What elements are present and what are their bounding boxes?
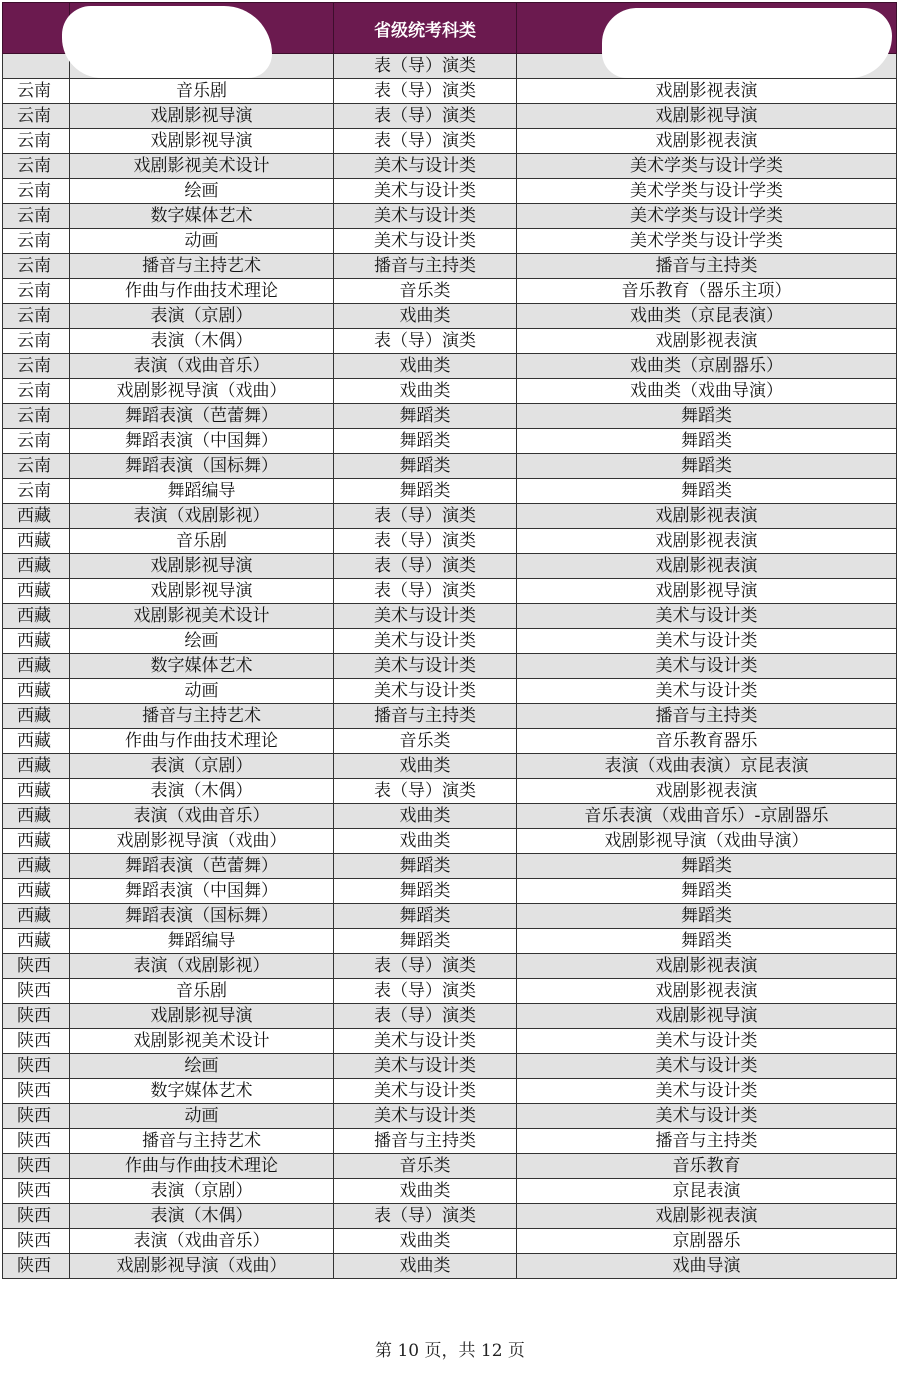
cell-exam-category: 美术与设计类 [334, 1079, 517, 1104]
cell-major: 动画 [70, 229, 334, 254]
cell-exam-category: 美术与设计类 [334, 654, 517, 679]
cell-province-category: 表演（戏曲表演）京昆表演 [517, 754, 897, 779]
cell-province: 云南 [3, 204, 70, 229]
cell-province: 云南 [3, 229, 70, 254]
cell-major: 表演（戏曲音乐） [70, 1229, 334, 1254]
table-row [3, 1254, 897, 1279]
table-row [3, 229, 897, 254]
table-row [3, 579, 897, 604]
cell-province-category: 音乐表演（戏曲音乐）-京剧器乐 [517, 804, 897, 829]
cell-province-category: 京昆表演 [517, 1179, 897, 1204]
cell-major: 舞蹈表演（芭蕾舞） [70, 854, 334, 879]
cell-exam-category: 舞蹈类 [334, 429, 517, 454]
cell-province: 西藏 [3, 604, 70, 629]
cell-major: 舞蹈表演（芭蕾舞） [70, 404, 334, 429]
cell-major: 戏剧影视导演 [70, 129, 334, 154]
cell-major: 戏剧影视美术设计 [70, 154, 334, 179]
cell-province-category: 舞蹈类 [517, 454, 897, 479]
cell-major: 动画 [70, 1104, 334, 1129]
cell-province: 西藏 [3, 679, 70, 704]
cell-exam-category: 舞蹈类 [334, 454, 517, 479]
cell-exam-category: 美术与设计类 [334, 154, 517, 179]
cell-province-category: 戏曲类（京昆表演） [517, 304, 897, 329]
header-smudge-left [62, 6, 272, 78]
cell-major: 表演（京剧） [70, 1179, 334, 1204]
cell-exam-category: 表（导）演类 [334, 104, 517, 129]
cell-province-category: 舞蹈类 [517, 904, 897, 929]
cell-exam-category: 表（导）演类 [334, 1204, 517, 1229]
major-mapping-table [2, 2, 897, 1279]
cell-exam-category: 表（导）演类 [334, 779, 517, 804]
table-row [3, 254, 897, 279]
cell-major: 数字媒体艺术 [70, 1079, 334, 1104]
cell-province-category: 京剧器乐 [517, 1229, 897, 1254]
table-row [3, 704, 897, 729]
cell-province-category: 舞蹈类 [517, 479, 897, 504]
cell-province-category: 美术与设计类 [517, 1054, 897, 1079]
page-footer: 第 10 页，共 12 页 [375, 1341, 525, 1361]
cell-major: 音乐剧 [70, 529, 334, 554]
cell-province: 西藏 [3, 754, 70, 779]
cell-exam-category: 美术与设计类 [334, 1054, 517, 1079]
cell-exam-category: 戏曲类 [334, 354, 517, 379]
table-row [3, 279, 897, 304]
cell-province-category: 播音与主持类 [517, 254, 897, 279]
cell-province-category: 舞蹈类 [517, 929, 897, 954]
cell-province: 陕西 [3, 1029, 70, 1054]
cell-exam-category: 音乐类 [334, 729, 517, 754]
cell-exam-category: 表（导）演类 [334, 329, 517, 354]
cell-exam-category: 表（导）演类 [334, 954, 517, 979]
table-row [3, 429, 897, 454]
cell-major: 舞蹈表演（国标舞） [70, 904, 334, 929]
table-row [3, 104, 897, 129]
cell-exam-category: 戏曲类 [334, 829, 517, 854]
cell-major: 播音与主持艺术 [70, 1129, 334, 1154]
table-row [3, 954, 897, 979]
cell-exam-category: 表（导）演类 [334, 1004, 517, 1029]
cell-province: 西藏 [3, 854, 70, 879]
table-row [3, 754, 897, 779]
cell-province-category: 戏剧影视表演 [517, 779, 897, 804]
cell-exam-category: 舞蹈类 [334, 904, 517, 929]
cell-major: 表演（戏曲音乐） [70, 804, 334, 829]
cell-province: 西藏 [3, 729, 70, 754]
cell-province: 陕西 [3, 1179, 70, 1204]
cell-province-category: 戏剧影视表演 [517, 1204, 897, 1229]
cell-province-category: 播音与主持类 [517, 1129, 897, 1154]
table-row [3, 929, 897, 954]
cell-province: 西藏 [3, 529, 70, 554]
table-row [3, 204, 897, 229]
cell-province-category: 戏剧影视导演 [517, 104, 897, 129]
cell-exam-category: 表（导）演类 [334, 979, 517, 1004]
cell-major: 表演（戏曲音乐） [70, 354, 334, 379]
cell-province-category: 戏剧影视导演（戏曲导演） [517, 829, 897, 854]
cell-province-category: 音乐教育器乐 [517, 729, 897, 754]
cell-exam-category: 美术与设计类 [334, 204, 517, 229]
cell-province-category: 美术与设计类 [517, 629, 897, 654]
document-table-region [2, 2, 896, 1279]
cell-major: 音乐剧 [70, 79, 334, 104]
cell-major: 戏剧影视导演 [70, 554, 334, 579]
cell-major: 表演（木偶） [70, 329, 334, 354]
cell-province: 陕西 [3, 1129, 70, 1154]
cell-province-category: 音乐教育 [517, 1154, 897, 1179]
cell-province: 西藏 [3, 654, 70, 679]
cell-exam-category: 美术与设计类 [334, 629, 517, 654]
cell-province-category: 舞蹈类 [517, 404, 897, 429]
cell-province-category: 戏剧影视导演 [517, 579, 897, 604]
cell-exam-category: 音乐类 [334, 279, 517, 304]
cell-province: 陕西 [3, 1104, 70, 1129]
cell-province: 西藏 [3, 879, 70, 904]
cell-province: 西藏 [3, 929, 70, 954]
cell-major: 绘画 [70, 629, 334, 654]
table-row [3, 529, 897, 554]
cell-province-category: 戏剧影视表演 [517, 979, 897, 1004]
cell-exam-category: 舞蹈类 [334, 854, 517, 879]
header-province [3, 3, 70, 54]
cell-province-category: 美术学类与设计学类 [517, 229, 897, 254]
cell-province: 云南 [3, 429, 70, 454]
cell-province-category: 美术与设计类 [517, 604, 897, 629]
cell-exam-category: 戏曲类 [334, 804, 517, 829]
cell-province: 陕西 [3, 979, 70, 1004]
cell-exam-category: 表（导）演类 [334, 54, 517, 79]
cell-province: 云南 [3, 179, 70, 204]
cell-province: 云南 [3, 379, 70, 404]
table-row [3, 79, 897, 104]
cell-province: 云南 [3, 479, 70, 504]
table-row [3, 654, 897, 679]
table-row [3, 1229, 897, 1254]
cell-province: 陕西 [3, 1254, 70, 1279]
cell-province-category: 美术与设计类 [517, 1104, 897, 1129]
cell-province: 西藏 [3, 904, 70, 929]
cell-exam-category: 戏曲类 [334, 1229, 517, 1254]
cell-province: 云南 [3, 354, 70, 379]
cell-exam-category: 美术与设计类 [334, 179, 517, 204]
table-row [3, 979, 897, 1004]
cell-province: 云南 [3, 104, 70, 129]
cell-major: 绘画 [70, 179, 334, 204]
cell-major: 表演（戏剧影视） [70, 504, 334, 529]
cell-major: 戏剧影视导演 [70, 579, 334, 604]
table-row [3, 154, 897, 179]
cell-exam-category: 播音与主持类 [334, 254, 517, 279]
cell-exam-category: 舞蹈类 [334, 479, 517, 504]
cell-province-category: 美术学类与设计学类 [517, 154, 897, 179]
cell-province: 云南 [3, 329, 70, 354]
cell-major: 戏剧影视导演 [70, 1004, 334, 1029]
cell-province-category: 戏曲导演 [517, 1254, 897, 1279]
table-row [3, 1104, 897, 1129]
table-row [3, 804, 897, 829]
cell-province-category: 戏剧影视表演 [517, 329, 897, 354]
cell-major: 作曲与作曲技术理论 [70, 279, 334, 304]
cell-province-category: 播音与主持类 [517, 704, 897, 729]
cell-major: 数字媒体艺术 [70, 654, 334, 679]
table-row [3, 504, 897, 529]
cell-province: 西藏 [3, 779, 70, 804]
cell-exam-category: 美术与设计类 [334, 1104, 517, 1129]
cell-province-category: 戏剧影视表演 [517, 79, 897, 104]
cell-major: 动画 [70, 679, 334, 704]
cell-province: 西藏 [3, 804, 70, 829]
cell-province-category: 美术与设计类 [517, 679, 897, 704]
table-row [3, 1179, 897, 1204]
table-row [3, 404, 897, 429]
cell-major: 戏剧影视导演（戏曲） [70, 1254, 334, 1279]
cell-major: 戏剧影视导演（戏曲） [70, 379, 334, 404]
cell-province: 云南 [3, 404, 70, 429]
cell-major: 表演（木偶） [70, 779, 334, 804]
cell-province [3, 54, 70, 79]
cell-province-category: 美术学类与设计学类 [517, 179, 897, 204]
cell-exam-category: 表（导）演类 [334, 79, 517, 104]
cell-exam-category: 美术与设计类 [334, 679, 517, 704]
table-row [3, 1129, 897, 1154]
cell-exam-category: 表（导）演类 [334, 129, 517, 154]
cell-major: 数字媒体艺术 [70, 204, 334, 229]
cell-exam-category: 戏曲类 [334, 754, 517, 779]
cell-province: 陕西 [3, 1004, 70, 1029]
cell-province: 西藏 [3, 704, 70, 729]
cell-province-category: 戏剧影视表演 [517, 504, 897, 529]
table-row [3, 1079, 897, 1104]
cell-province: 西藏 [3, 579, 70, 604]
table-row [3, 904, 897, 929]
cell-province: 云南 [3, 304, 70, 329]
cell-province: 西藏 [3, 829, 70, 854]
cell-major: 播音与主持艺术 [70, 704, 334, 729]
cell-province-category: 戏剧影视表演 [517, 554, 897, 579]
table-row [3, 854, 897, 879]
cell-province-category: 美术学类与设计学类 [517, 204, 897, 229]
cell-exam-category: 表（导）演类 [334, 579, 517, 604]
cell-province-category: 舞蹈类 [517, 429, 897, 454]
cell-province-category: 舞蹈类 [517, 854, 897, 879]
cell-major: 戏剧影视美术设计 [70, 1029, 334, 1054]
table-row [3, 304, 897, 329]
table-row [3, 779, 897, 804]
cell-major: 戏剧影视导演 [70, 104, 334, 129]
cell-exam-category: 戏曲类 [334, 304, 517, 329]
cell-province-category: 音乐教育（器乐主项） [517, 279, 897, 304]
cell-major: 戏剧影视导演（戏曲） [70, 829, 334, 854]
table-row [3, 179, 897, 204]
cell-exam-category: 舞蹈类 [334, 929, 517, 954]
table-row [3, 454, 897, 479]
cell-province: 云南 [3, 129, 70, 154]
table-row [3, 729, 897, 754]
cell-exam-category: 播音与主持类 [334, 704, 517, 729]
cell-province: 陕西 [3, 1154, 70, 1179]
cell-province-category: 戏剧影视表演 [517, 129, 897, 154]
cell-province: 西藏 [3, 504, 70, 529]
cell-exam-category: 舞蹈类 [334, 404, 517, 429]
table-row [3, 1204, 897, 1229]
cell-province-category: 戏剧影视表演 [517, 954, 897, 979]
cell-exam-category: 美术与设计类 [334, 1029, 517, 1054]
cell-major: 表演（京剧） [70, 304, 334, 329]
header-exam-category: 省级统考科类 [334, 3, 517, 54]
table-row [3, 329, 897, 354]
cell-province: 云南 [3, 254, 70, 279]
cell-major: 舞蹈表演（中国舞） [70, 429, 334, 454]
cell-major: 作曲与作曲技术理论 [70, 729, 334, 754]
cell-province: 陕西 [3, 954, 70, 979]
cell-province: 云南 [3, 454, 70, 479]
cell-province: 陕西 [3, 1204, 70, 1229]
table-row [3, 1054, 897, 1079]
cell-exam-category: 表（导）演类 [334, 504, 517, 529]
cell-major: 舞蹈表演（中国舞） [70, 879, 334, 904]
cell-major: 音乐剧 [70, 979, 334, 1004]
table-row [3, 354, 897, 379]
cell-province: 云南 [3, 79, 70, 104]
table-row [3, 129, 897, 154]
cell-province-category: 美术与设计类 [517, 1079, 897, 1104]
table-row [3, 554, 897, 579]
cell-exam-category: 戏曲类 [334, 379, 517, 404]
cell-exam-category: 美术与设计类 [334, 604, 517, 629]
cell-province-category: 戏曲类（京剧器乐） [517, 354, 897, 379]
header-smudge-right [602, 8, 892, 78]
cell-province: 西藏 [3, 629, 70, 654]
table-body [3, 54, 897, 1279]
cell-major: 表演（戏剧影视） [70, 954, 334, 979]
cell-exam-category: 美术与设计类 [334, 229, 517, 254]
cell-exam-category: 戏曲类 [334, 1254, 517, 1279]
cell-exam-category: 音乐类 [334, 1154, 517, 1179]
table-row [3, 479, 897, 504]
cell-major: 戏剧影视美术设计 [70, 604, 334, 629]
cell-province: 云南 [3, 154, 70, 179]
cell-major: 播音与主持艺术 [70, 254, 334, 279]
cell-province: 陕西 [3, 1054, 70, 1079]
table-row [3, 829, 897, 854]
cell-province: 西藏 [3, 554, 70, 579]
cell-major: 作曲与作曲技术理论 [70, 1154, 334, 1179]
table-row [3, 1029, 897, 1054]
cell-major: 绘画 [70, 1054, 334, 1079]
cell-province: 陕西 [3, 1229, 70, 1254]
cell-exam-category: 播音与主持类 [334, 1129, 517, 1154]
cell-province: 陕西 [3, 1079, 70, 1104]
cell-province-category: 舞蹈类 [517, 879, 897, 904]
table-row [3, 1004, 897, 1029]
cell-major: 表演（木偶） [70, 1204, 334, 1229]
table-row [3, 604, 897, 629]
cell-exam-category: 表（导）演类 [334, 554, 517, 579]
cell-province-category: 美术与设计类 [517, 1029, 897, 1054]
cell-major: 舞蹈表演（国标舞） [70, 454, 334, 479]
table-row [3, 879, 897, 904]
table-row [3, 679, 897, 704]
cell-province-category: 戏曲类（戏曲导演） [517, 379, 897, 404]
cell-exam-category: 戏曲类 [334, 1179, 517, 1204]
cell-major: 舞蹈编导 [70, 929, 334, 954]
cell-province: 云南 [3, 279, 70, 304]
cell-province-category: 戏剧影视导演 [517, 1004, 897, 1029]
table-row [3, 629, 897, 654]
cell-exam-category: 表（导）演类 [334, 529, 517, 554]
cell-exam-category: 舞蹈类 [334, 879, 517, 904]
cell-province-category: 美术与设计类 [517, 654, 897, 679]
table-row [3, 1154, 897, 1179]
cell-province-category: 戏剧影视表演 [517, 529, 897, 554]
cell-major: 表演（京剧） [70, 754, 334, 779]
cell-major: 舞蹈编导 [70, 479, 334, 504]
table-row [3, 379, 897, 404]
